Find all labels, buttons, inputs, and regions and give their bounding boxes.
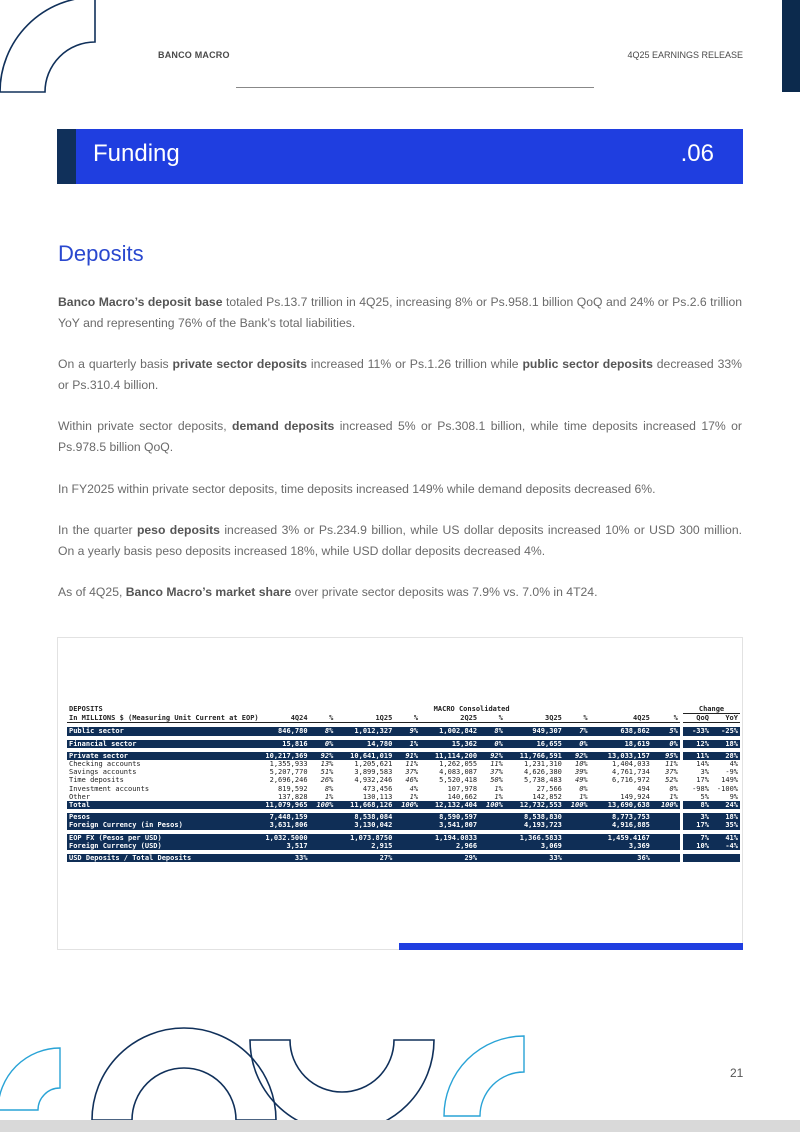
table-cell: 4% [729,760,738,769]
table-cell: 1,366.5833 [505,834,564,842]
table-cell: 8,590,597 [420,813,479,821]
table-cell: -9% [725,768,738,777]
table-cell: 4,083,087 [439,768,478,777]
table-cell: 26% [320,776,334,785]
column-header: 3Q25 [505,714,564,723]
table-cell [652,821,680,829]
paragraph-4: In FY2025 within private sector deposits, time deposits increased 149% while demand deposits decreased 6%. [58,482,656,496]
table-cell: 2,966 [420,842,479,850]
table-cell [394,834,420,842]
table-cell: 11% [665,760,678,769]
table-cell: 8,538,084 [335,813,394,821]
row-label: Total [67,801,263,809]
table-cell: 10,217,369 [265,751,308,760]
table-cell: 17% [683,821,711,829]
row-label: Foreign Currency (USD) [67,842,263,850]
table-cell: 0% [564,740,590,748]
table-cell: 5% [700,792,709,801]
table-cell: 13% [320,760,334,769]
table-row [67,776,740,784]
table-cell: 3,517 [263,842,309,850]
table-cell: -100% [716,784,738,793]
table-cell: 41% [711,834,740,842]
table-cell: 18% [711,740,740,748]
table-cell: 13,690,638 [590,801,652,809]
foreign-usd-row [67,842,740,850]
table-cell: 0% [310,740,336,748]
table-cell [652,813,680,821]
table-cell: 9% [729,792,738,801]
table-cell: 2,696,246 [269,776,308,785]
table-column-header-row [67,714,740,723]
table-cell: 27,566 [536,784,562,793]
table-cell [394,854,420,862]
row-label: Foreign Currency (in Pesos) [67,821,263,829]
table-cell: 33% [505,854,564,862]
table-cell: 1,231,310 [523,760,562,769]
page-number: 21 [730,1066,744,1080]
table-cell: 37% [405,768,419,777]
table-cell [310,813,336,821]
table-cell [394,842,420,850]
table-cell: 1% [324,792,334,801]
table-cell: 1% [579,792,588,801]
table-cell: 3,541,807 [420,821,479,829]
table-cell: 49% [574,776,588,785]
table-cell: 8% [479,727,505,735]
table-cell: 4,932,246 [354,776,393,785]
table-cell: 8% [324,784,334,793]
table-cell: 15,816 [263,740,309,748]
table-cell: 35% [711,821,740,829]
header-company: BANCO MACRO [158,50,230,60]
table-subtitle: In MILLIONS $ (Measuring Unit Current at EOP) [67,714,263,723]
table-row [67,760,740,768]
table-cell: 3,369 [590,842,652,850]
table-cell: 12,132,404 [420,801,479,809]
table-cell: 11% [490,760,503,769]
table-cell: 0% [652,740,680,748]
table-cell [564,813,590,821]
table-cell [652,854,680,862]
table-cell: 8% [683,801,711,809]
financial-sector-row [67,740,740,748]
table-cell [564,854,590,862]
usd-ratio-row [67,854,740,862]
table-cell: 5,207,770 [269,768,308,777]
public-sector-row [67,727,740,735]
table-cell: 18% [711,813,740,821]
table-cell: 140,662 [447,792,478,801]
column-header: % [394,714,420,723]
table-cell: 24% [711,801,740,809]
deposits-table [67,705,740,862]
table-cell: 9% [394,727,420,735]
table-cell: 7,448,159 [263,813,309,821]
table-cell [479,834,505,842]
table-row [67,793,740,801]
table-cell [564,842,590,850]
decorative-arcs-bottom [0,1020,560,1132]
table-cell: 1,073.8750 [335,834,394,842]
table-cell: 37% [490,768,503,777]
table-cell: 14% [696,760,709,769]
pesos-row [67,813,740,821]
table-cell: 52% [665,776,678,785]
table-cell [394,821,420,829]
table-cell: 3,069 [505,842,564,850]
table-cell [564,821,590,829]
table-cell: 4% [409,784,419,793]
table-cell: 12,732,553 [505,801,564,809]
table-cell: 949,307 [505,727,564,735]
paragraph-1: Banco Macro’s deposit base totaled Ps.13.7 trillion in 4Q25, increasing 8% or Ps.958.1 billion QoQ and 24% or Ps.2.6 trillion YoY and representing 76% of the Bank’s total liabilities. [58,295,742,330]
row-label: Savings accounts [69,768,137,777]
table-cell: 149,924 [620,792,650,801]
section-title: Deposits [58,241,144,266]
table-cell: -98% [692,784,709,793]
table-cell: 8,538,830 [505,813,564,821]
table-cell: 7% [683,834,711,842]
row-label: Private sector [67,752,263,760]
table-cell: 1,262,055 [439,760,478,769]
table-cell: 27% [335,854,394,862]
column-header: % [564,714,590,723]
paragraph-3: Within private sector deposits, demand deposits increased 5% or Ps.308.1 billion, while time deposits increased 17% or Ps.978.5 billion QoQ. [58,419,742,454]
table-cell: 29% [420,854,479,862]
column-header: % [310,714,336,723]
table-cell: 5% [652,727,680,735]
table-cell: 11% [683,752,711,760]
table-cell [479,813,505,821]
row-label: USD Deposits / Total Deposits [67,854,263,862]
table-cell: 1,012,327 [335,727,394,735]
table-cell: 14,780 [335,740,394,748]
section-banner-accent [57,129,76,184]
table-cell: 0% [579,784,588,793]
table-cell [310,821,336,829]
row-label: Time deposits [69,776,124,785]
table-header-row [67,705,740,714]
table-cell: 36% [590,854,652,862]
table-cell: 11,668,126 [335,801,394,809]
eop-fx-row [67,834,740,842]
paragraph-5: In the quarter peso deposits increased 3% or Ps.234.9 billion, while US dollar deposits increased 10% or USD 300 million. On a yearly basis peso deposits increased 18%, while USD dollar deposits decreased 4%. [58,523,742,558]
table-cell [310,842,336,850]
table-cell: 1,355,933 [269,760,308,769]
private-sector-row [67,752,740,760]
corner-accent-bar [782,0,800,92]
column-header: YoY [711,714,740,723]
table-cell: 51% [320,768,334,777]
table-cell: 494 [637,784,650,793]
table-cell: 92% [310,752,336,760]
column-header: 2Q25 [420,714,479,723]
table-cell: 3% [700,768,709,777]
table-cell: 0% [669,784,678,793]
table-cell: 28% [711,752,740,760]
table-cell: 17% [696,776,709,785]
table-cell: 5,520,418 [439,776,478,785]
table-cell: 473,456 [362,784,393,793]
table-cell: 50% [490,776,503,785]
table-cell: 3% [683,813,711,821]
table-cell: 39% [574,768,588,777]
table-cell: 10,641,019 [335,752,394,760]
table-cell: -33% [683,727,711,735]
table-cell: 1% [494,792,503,801]
table-cell: 10% [574,760,588,769]
table-cell: 13,033,157 [590,752,652,760]
paragraph-6: As of 4Q25, Banco Macro’s market share over private sector deposits was 7.9% vs. 7.0% in 4T24. [58,585,598,599]
table-cell: 10% [683,842,711,850]
table-cell: 8,773,753 [590,813,652,821]
table-cell: 18,619 [590,740,652,748]
table-accent-bar [399,943,743,950]
total-row [67,801,740,809]
table-cell [711,854,740,862]
column-header: 1Q25 [335,714,394,723]
row-label: EOP FX (Pesos per USD) [67,834,263,842]
table-cell: 1,404,033 [611,760,650,769]
table-cell [479,842,505,850]
table-cell: 11% [405,760,419,769]
column-header: 4Q24 [263,714,309,723]
group-header: MACRO Consolidated [433,705,510,714]
table-cell: 4,193,723 [505,821,564,829]
table-cell: 11,079,965 [265,801,308,810]
table-cell: 100% [479,801,505,809]
column-header: QoQ [683,714,711,723]
table-cell: 100% [310,801,336,809]
section-banner-number: .06 [680,140,714,167]
table-cell [479,821,505,829]
table-cell: 1% [494,784,503,793]
section-banner-title: Funding [93,140,180,167]
table-cell: 8% [310,727,336,735]
table-cell [394,813,420,821]
table-cell: 100% [394,801,420,809]
table-cell: 37% [665,768,678,777]
table-cell: 11,114,200 [420,752,479,760]
table-cell: 7% [564,727,590,735]
table-cell: 846,780 [263,727,309,735]
table-cell [683,854,711,862]
column-header: % [479,714,505,723]
table-cell: 3,899,583 [354,768,393,777]
change-header: Change [683,705,740,714]
table-cell: 1,459.4167 [590,834,652,842]
row-label: Other [69,792,91,801]
table-cell: -25% [711,727,740,735]
table-cell: 46% [405,776,419,785]
table-cell: 3,631,806 [263,821,309,829]
column-header: % [652,714,680,723]
table-cell: 100% [564,801,590,809]
table-cell: 100% [652,801,680,809]
table-cell: 33% [263,854,309,862]
table-cell: 1,032.5000 [265,833,308,842]
row-label: Checking accounts [69,760,141,769]
table-cell: 1,194.0833 [420,834,479,842]
table-cell: 1,002,842 [420,727,479,735]
table-cell: 4,916,885 [590,821,652,829]
table-cell: 4,761,734 [611,768,650,777]
decorative-arc-top [0,0,160,110]
row-label: Investment accounts [69,784,150,793]
table-cell: 130,113 [362,792,393,801]
table-cell: 4,626,380 [523,768,562,777]
column-header: 4Q25 [590,714,652,723]
footer-strip [0,1120,800,1132]
table-cell [310,854,336,862]
table-cell: 137,828 [278,792,308,801]
table-cell: 1,205,621 [354,760,393,769]
table-cell [652,842,680,850]
table-cell: 5,738,483 [523,776,562,785]
table-cell: 6,716,972 [611,776,650,785]
table-cell: 92% [479,752,505,760]
table-cell: 95% [652,752,680,760]
table-cell: 149% [721,776,738,785]
table-cell: 142,852 [532,792,562,801]
table-row [67,785,740,793]
table-cell [310,834,336,842]
table-cell: 91% [394,752,420,760]
table-cell [564,834,590,842]
table-cell: 3,130,042 [335,821,394,829]
table-cell: 16,655 [505,740,564,748]
table-cell: 819,592 [278,784,308,793]
table-cell: 107,978 [447,784,478,793]
table-cell: 1% [409,792,419,801]
header-divider [236,87,594,88]
table-cell [652,834,680,842]
table-cell: 15,362 [420,740,479,748]
header-report-title: 4Q25 EARNINGS RELEASE [627,50,743,60]
table-cell: 1% [669,792,678,801]
table-cell: 11,766,591 [505,752,564,760]
table-title: DEPOSITS [69,705,103,714]
table-cell [479,854,505,862]
row-label: Pesos [67,813,263,821]
row-label: Financial sector [67,740,263,748]
table-cell: 12% [683,740,711,748]
table-cell: 0% [479,740,505,748]
table-cell: 2,915 [335,842,394,850]
paragraph-2: On a quarterly basis private sector deposits increased 11% or Ps.1.26 trillion while public sector deposits decreased 33% or Ps.310.4 billion. [58,357,742,392]
table-cell: 92% [564,752,590,760]
foreign-currency-row [67,821,740,829]
table-cell: 638,862 [590,727,652,735]
row-label: Public sector [67,727,263,735]
table-cell: 1% [394,740,420,748]
table-row [67,768,740,776]
table-cell: -4% [711,842,740,850]
